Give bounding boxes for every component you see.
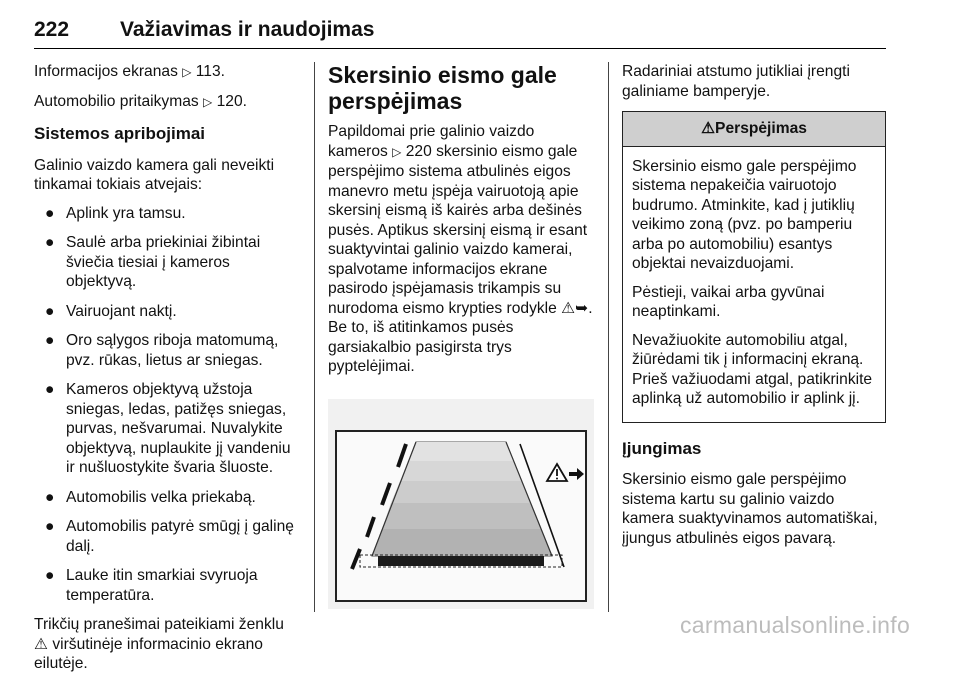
cross-traffic-description: Papildomai prie galinio vaizdo kameros ▷ 220 skersinio eismo gale perspėjimo sistema atbulinės eigos manevro metu įspėja vairuotoją apie skersinį eismą iš kairės arba dešinės pusės. Aptikus skersinį eismą ir esant suaktyvintai galinio vaizdo kamerai, spalvotame informacijos ekrane pasirodo įspėjamasis trikampis su nurodoma eismo krypties rodykle ⚠➥. Be to, iš atitinkamos pusės garsiakalbio pasigirsta trys pyptelėjimai.	[328, 123, 593, 375]
list-item: ● Automobilis patyrė smūgį į galinę dalį.	[45, 518, 294, 555]
list-item: ● Saulė arba priekiniai žibintai šviečia tiesiai į kameros objektyvą.	[45, 234, 261, 290]
bullet-icon: ●	[45, 381, 55, 398]
rear-camera-display-graphic	[328, 399, 594, 609]
guide-band-3	[391, 481, 531, 503]
column-right	[622, 62, 886, 557]
fault-message-note: Trikčių pranešimai pateikiami ženklu ⚠ viršutinėje informacinio ekrano eilutėje.	[34, 616, 284, 672]
limitations-intro: Galinio vaizdo kamera gali neveikti tinkamai tokiais atvejais:	[34, 156, 275, 193]
cross-traffic-warning-icon: ⚠➥	[561, 299, 589, 317]
guide-band-1	[408, 442, 514, 461]
list-item: ● Aplink yra tamsu.	[45, 204, 186, 222]
bullet-icon: ●	[45, 518, 55, 535]
warning-triangle-icon: ⚠	[34, 635, 48, 653]
page-header	[34, 10, 886, 50]
guide-band-2	[400, 461, 522, 481]
rear-camera-illustration	[328, 399, 594, 609]
column-middle	[328, 62, 594, 609]
page-ref-arrow-icon: ▷	[392, 144, 402, 159]
bullet-icon: ●	[45, 204, 55, 222]
page-ref-arrow-icon: ▷	[203, 94, 213, 109]
warning-triangle-icon	[556, 477, 558, 479]
page-title: Važiavimas ir naudojimas	[120, 18, 375, 41]
bullet-icon: ●	[45, 302, 55, 320]
page-ref-link[interactable]: 120.	[216, 92, 247, 110]
list-item: ● Lauke itin smarkiai svyruoja temperatūra.	[45, 567, 258, 604]
warning-paragraph: Pėstieji, vaikai arba gyvūnai neaptinkami.	[632, 283, 825, 320]
bumper-bar	[378, 556, 544, 566]
bullet-icon: ●	[45, 332, 55, 349]
warning-triangle-icon: ⚠	[701, 120, 716, 137]
list-item: ● Oro sąlygos riboja matomumą, pvz. rūkas, lietus ar sniegas.	[45, 332, 279, 369]
warning-paragraph: Nevažiuokite automobiliu atgal, žiūrėdami tik į informacinį ekraną. Prieš važiuodami atgal, patikrinkite aplinką už automobilio ir aplink jį.	[632, 331, 873, 407]
guide-band-5	[372, 529, 552, 556]
column-divider-2	[608, 62, 609, 612]
page-ref-arrow-icon: ▷	[182, 65, 192, 79]
section-heading-activation: Įjungimas	[622, 438, 702, 458]
limitations-list	[34, 204, 300, 606]
list-item: ● Vairuojant naktį.	[45, 302, 177, 320]
page-ref-link[interactable]: 113.	[195, 63, 225, 80]
column-left	[34, 62, 300, 683]
warning-title: Perspėjimas	[715, 120, 807, 137]
warning-box-header	[623, 112, 885, 147]
watermark: carmanualsonline.info	[680, 612, 911, 638]
bullet-icon: ●	[45, 567, 55, 584]
list-item: ● Automobilis velka priekabą.	[45, 488, 256, 506]
bullet-icon: ●	[45, 488, 55, 506]
list-item: ● Kameros objektyvą užstoja sniegas, ledas, patižęs sniegas, purvas, nešvarumai. Nuvalykite objektyvą, nuplaukite jį vandeniu ir nušluostykite švaria šluoste.	[45, 381, 291, 476]
warning-box-body	[623, 147, 885, 422]
column-divider-1	[314, 62, 315, 612]
warning-paragraph: Skersinio eismo gale perspėjimo sistema nepakeičia vairuotojo budrumo. Atminkite, kad į jutiklių veikimo zoną (pvz. po bamperiu arba po automobiliu) esantys objektai nevaizduojami.	[632, 157, 857, 272]
guide-band-4	[382, 503, 541, 529]
warning-box	[622, 111, 886, 423]
section-heading-cross-traffic: Skersinio eismo gale perspėjimas	[328, 62, 557, 114]
activation-description: Skersinio eismo gale perspėjimo sistema kartu su galinio vaizdo kamera suaktyvinamos automatiškai, įjungus atbulinės eigos pavarą.	[622, 471, 878, 547]
bullet-icon: ●	[45, 234, 55, 251]
section-heading-limitations: Sistemos apribojimai	[34, 124, 205, 143]
ref-line-info-display: Informacijos ekranas ▷ 113.	[34, 63, 225, 80]
ref-line-personalization: Automobilio pritaikymas ▷ 120.	[34, 92, 247, 110]
radar-sensor-note: Radariniai atstumo jutikliai įrengti galiniame bamperyje.	[622, 63, 850, 100]
page-number: 222	[34, 18, 70, 41]
header-rule	[34, 48, 886, 49]
